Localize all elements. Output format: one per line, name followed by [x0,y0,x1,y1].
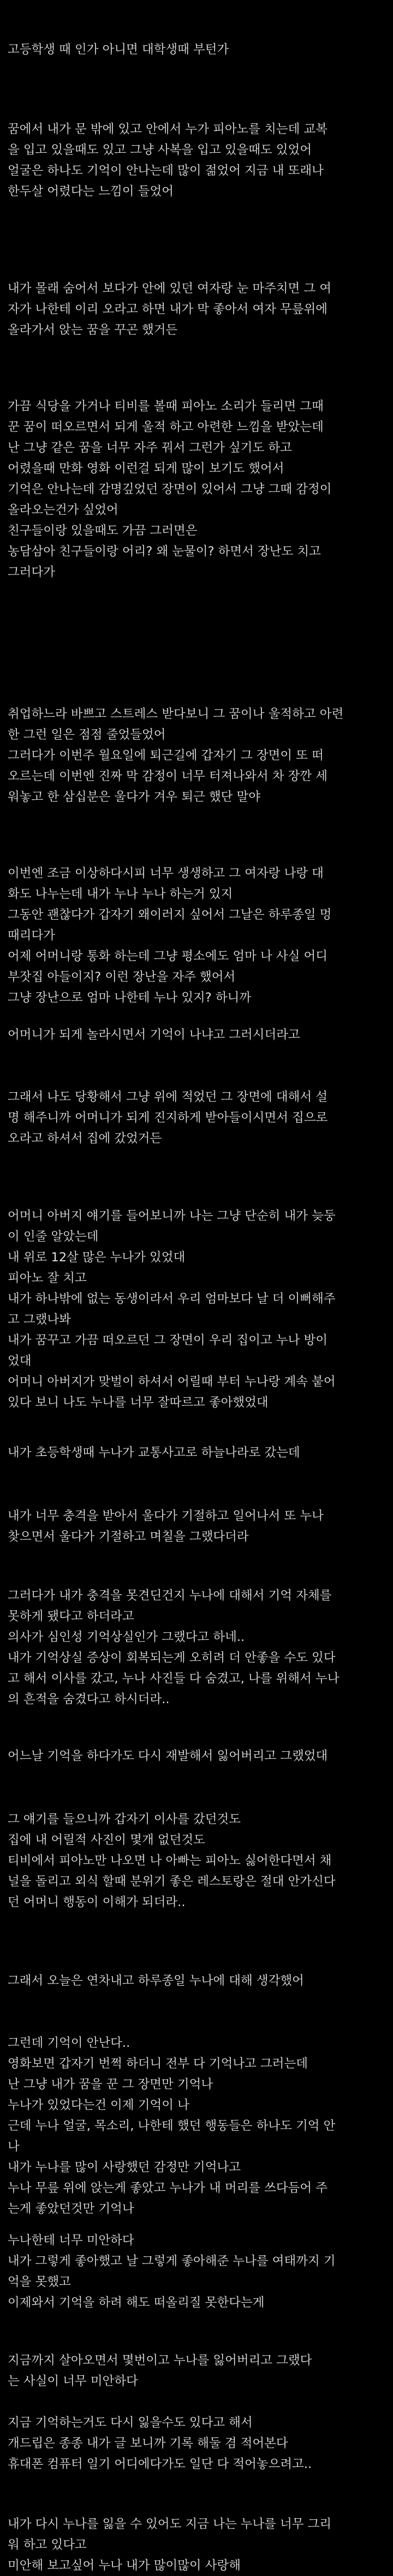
post-text-line: 그동안 괜찮다가 갑자기 왜이러지 싶어서 그날은 하루종일 멍 [8,908,332,922]
post-text-line: 한 그런 일은 점점 줄었들었어 [8,728,166,742]
post-text-line: 그래서 오늘은 연차내고 하루종일 누나에 대해 생각했어 [8,1974,304,1988]
post-text-line: 던 어머니 행동이 이해가 되더라.. [8,1895,186,1909]
post-text-line: 오르는데 이번엔 진짜 막 감정이 너무 터져나와서 차 장깐 세 [8,769,328,783]
post-paragraph [8,278,385,340]
post-paragraph [8,1585,385,1710]
post-text-line: 친구들이랑 있을때도 가끔 그러면은 [8,524,198,538]
post-text-line: 내가 너무 충격을 받아서 울다가 기절하고 일어나서 또 누나 [8,1509,324,1523]
post-text-line: 워 하고 있다고 [8,2538,87,2552]
post-text-line: 기억은 안나는데 감명깊었던 장면이 있어서 그냥 그때 감정이 [8,482,332,496]
post-text-line: 티비에서 피아노만 나오면 나 아빠는 피아노 싫어한다면서 채 [8,1854,332,1868]
post-text-line: 한두살 어렸다는 느낌이 들었어 [8,184,174,199]
post-text-line: 못하게 됐다고 하더라고 [8,1609,134,1624]
post-paragraph [8,1087,385,1149]
post-text-line: 내가 누나를 많이 사랑했던 감정만 기억나고 [8,2160,241,2174]
post-text-line: 명 해주니까 어머니가 되게 진지하게 받아들이시면서 집으로 [8,1111,328,1125]
post-paragraph [8,1442,385,1463]
post-text-line: 워놓고 한 삼십분은 울다가 겨우 퇴근 했단 말야 [8,790,261,804]
post-text-line: 어머니 아버지 얘기를 들어보니까 나는 그냥 단순히 내가 늦둥 [8,1209,336,1223]
post-text-line: 농담삼아 친구들이랑 어리? 왜 눈물이? 하면서 장난도 치고 [8,544,321,559]
post-text-line: 내가 초등학생때 누나가 교통사고로 하늘나라로 갔는데 [8,1446,300,1460]
post-text-line: 내 위로 12살 많은 누나가 있었대 [8,1250,186,1265]
post-paragraph [8,2350,385,2392]
post-paragraph [8,119,385,202]
post-text-line: 었대 [8,1354,32,1368]
post-text-line: 의 흔적을 숨겼다고 하시더라.. [8,1692,170,1706]
post-paragraph [8,396,385,583]
post-text-line: 부잣집 아들이지? 이런 장난을 자주 했어서 [8,970,236,984]
post-text-line: 고 그랬나봐 [8,1313,71,1327]
post-paragraph [8,2412,385,2475]
post-text-line: 는 사실이 너무 미안하다 [8,2374,138,2388]
post-text-line: 그러다가 내가 충격을 못견딘건지 누나에 대해서 기억 자체를 [8,1589,332,1603]
post-paragraph [8,2230,385,2313]
post-text-line: 이번엔 조금 이상하다시피 너무 생생하고 그 여자랑 나랑 대 [8,866,324,880]
post-text-line: 있다 보니 나도 누나를 너무 잘따르고 좋아했었대 [8,1395,269,1410]
post-text-line: 누나가 있었다는건 이제 기억이 나 [8,2098,189,2112]
post-text-line: 이 인줄 알았는데 [8,1230,99,1244]
post-text-line: 난 그냥 내가 꿈을 꾼 그 장면만 기억나 [8,2077,213,2092]
post-text-line: 어렸을때 만화 영화 이런걸 되게 많이 보기도 했어서 [8,462,284,476]
post-text-line: 고 해서 이사를 갔고, 누나 사진들 다 숨겼고, 나를 위해서 누나 [8,1672,340,1686]
post-text-line: 때리다가 [8,928,55,943]
post-text-line: 영화보면 갑자기 번쩍 하더니 전부 다 기억나고 그러는데 [8,2057,308,2071]
post-text-line: 나 [8,2140,20,2154]
post-text-line: 미안해 보고싶어 누나 내가 많이많이 사랑해 [8,2559,241,2573]
post-paragraph [8,1025,385,1045]
post-text-line: 어머니 아버지가 맞벌이 하셔서 어릴때 부터 누나랑 계속 붙어 [8,1375,336,1389]
post-text-line: 피아노 잘 치고 [8,1271,87,1285]
post-text-line: 꾼 꿈이 떠오르면서 되게 울적 하고 아련한 느낌을 받았는데 [8,420,324,434]
post-text-line: 어느날 기억을 하다가도 다시 재발해서 잃어버리고 그랬었대 [8,1749,328,1763]
post-text-line: 어제 어머니랑 통화 하는데 그냥 평소에도 엄마 나 사실 어디 [8,949,328,963]
post-text-line: 는게 좋았던것만 기억나 [8,2202,134,2216]
post-text-line: 널을 돌리고 외식 할때 분위기 좋은 레스토랑은 절대 안가신다 [8,1874,336,1889]
post-paragraph [8,2514,385,2555]
post-text-line: 그러다가 [8,565,55,579]
post-text-line: 화도 나누는데 내가 누나 누나 하는거 있지 [8,887,233,901]
post-text-line: 지금까지 살아오면서 몇번이고 누나를 잃어버리고 그랬다 [8,2353,312,2368]
post-text-line: 휴대폰 컴퓨터 일기 어디에다가도 일단 다 적어놓으려고.. [8,2457,312,2471]
post-text-line: 지금 기억하는거도 다시 잃을수도 있다고 해서 [8,2416,253,2430]
post-paragraph [8,863,385,1008]
post-text-line: 내가 그렇게 좋아했고 날 그렇게 좋아해준 누나를 여태까지 기 [8,2254,336,2268]
post-paragraph [8,1809,385,1913]
post-text-line: 난 그냥 같은 꿈을 너무 자주 꿔서 그런가 싶기도 하고 [8,441,292,455]
post-text-line: 가끔 식당을 가거나 티비를 볼때 피아노 소리가 들리면 그때 [8,399,324,414]
post-text-line: 을 입고 있을때도 있고 그냥 사복을 입고 있을때도 있었어 [8,143,312,157]
post-text-line: 억을 못했고 [8,2275,71,2289]
post-paragraph [8,39,385,60]
post-text-line: 내가 다시 누나를 잃을 수 있어도 지금 나는 누나를 너무 그리 [8,2517,332,2531]
post-text-line: 의사가 심인성 기억상실인가 그랬다고 하네.. [8,1630,245,1644]
post-text-line: 내가 하나밖에 없는 동생이라서 우리 엄마보다 날 더 이뻐해주 [8,1292,336,1306]
post-paragraph [8,1506,385,1547]
post-paragraph [8,1746,385,1766]
post-text-line: 찾으면서 울다가 기절하고 며칠을 그랬다더라 [8,1530,249,1544]
post-text-line: 그 얘기를 들으니까 갑자기 이사를 갔던것도 [8,1812,241,1826]
post-text-line: 내가 꿈꾸고 가끔 떠오르던 그 장면이 우리 집이고 누나 방이 [8,1333,328,1347]
post-text-line: 내가 기억상실 증상이 회복되는게 오히려 더 안좋을 수도 있다 [8,1651,336,1665]
post-text-line: 꿈에서 내가 문 밖에 있고 안에서 누가 피아노를 치는데 교복 [8,122,328,136]
post-text-line: 근데 누나 얼굴, 목소리, 나한테 했던 행동들은 하나도 기억 안 [8,2119,336,2133]
post-text-line: 올라오는건가 싶었어 [8,503,118,517]
post-text-line: 얼굴은 하나도 기억이 안나는데 많이 젊었어 지금 내 또래나 [8,164,324,178]
post-text-line: 누나 무릎 위에 앉는게 좋았고 누나가 내 머리를 쓰다듬어 주 [8,2181,328,2195]
post-text-line: 집에 내 어릴적 사진이 몇개 없던것도 [8,1833,205,1847]
post-text-line: 올라가서 앉는 꿈을 꾸곤 했거든 [8,323,178,337]
post-text-line: 개드립은 종종 내가 글 보니까 기록 해둘 겸 적어본다 [8,2436,288,2451]
post-text-line: 자가 나한테 이리 오라고 하면 내가 막 좋아서 여자 무릎위에 [8,302,328,316]
post-paragraph [8,704,385,807]
post-text-line: 고등학생 때 인가 아니면 대학생때 부턴가 [8,43,229,57]
post-text-line: 그냥 장난으로 엄마 나한테 누나 있지? 하니까 [8,991,252,1005]
post-paragraph [8,2555,385,2576]
post-text-line: 내가 몰래 숨어서 보다가 안에 있던 여자랑 눈 마주치면 그 여 [8,281,332,296]
post-paragraph [8,1206,385,1413]
post-text-line: 이제와서 기억을 하려 해도 떠올리질 못한다는게 [8,2296,265,2310]
post-text-line: 그런데 기억이 안난다.. [8,2036,130,2050]
post-text-line: 취업하느라 바쁘고 스트레스 받다보니 그 꿈이나 울적하고 아련 [8,707,344,721]
post-paragraph [8,2033,385,2219]
post-text-line: 그러다가 이번주 월요일에 퇴근길에 갑자기 그 장면이 또 떠 [8,748,324,763]
post-text-line: 어머니가 되게 놀라시면서 기억이 나냐고 그러시더라고 [8,1028,300,1042]
post-paragraph [8,1970,385,1991]
post-text-line: 오라고 하셔서 집에 갔었거든 [8,1131,162,1146]
post-text-line: 그래서 나도 당황해서 그냥 위에 적었던 그 장면에 대해서 설 [8,1090,328,1104]
post-text-line: 누나한테 너무 미안하다 [8,2233,134,2248]
